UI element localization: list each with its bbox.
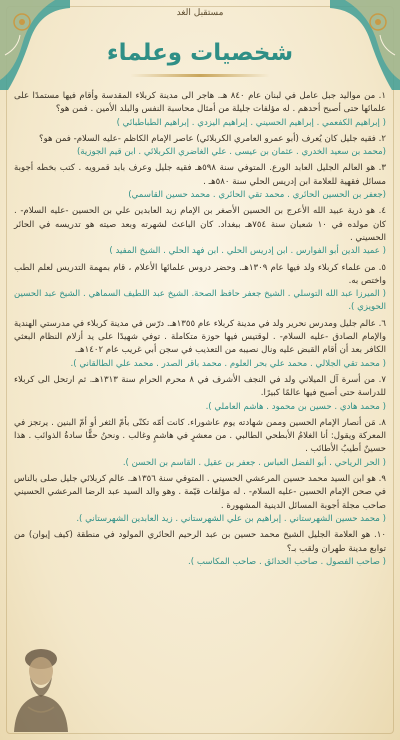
publisher-logo: مستقبل الغد (176, 8, 224, 18)
scholar-portrait-icon (6, 637, 76, 732)
question-text: ٨. مَن أنصار الإمام الحسين وممن شهادته يوم عاشوراء. كانت أمّه تكنّى بأمّ الثغر أو أمّ البنين . يرتجز في المعركة ويقول: أنا الغلامُ الأبطحي الطالبي . من معشرٍ في هاشمٍ وغالب . ونحنُ حقًّا سادةُ الذوائب . هذا حسينٌ أطيبُ الأطائب . (14, 417, 386, 455)
question-text: ٣. هو العالم الجليل العابد الورع. المتوفي سنة ٥٩٨هـ فقيه جليل وعرف بابد قمرويه . كتب بخطه أجوبة مسائل فقهية للعلامة ابن إدريس الحلي سنة ٥٨٠هـ . (14, 163, 386, 187)
question-item (14, 374, 386, 414)
page-title: شخصيات وعلماء (106, 40, 294, 66)
question-item (14, 529, 386, 569)
question-text: ٥. من علماء كربلاء ولد فيها عام ١٣٠٩هـ. وحضر دروس علمائها الأعلام ، قام بمهمة التدريس لعلم الطب واختص به. (14, 262, 386, 286)
answer-options: ( عميد الدين أبو الفوارس . ابن إدريس الحلي . ابن فهد الحلي . الشيخ المفيد ) (109, 246, 386, 257)
question-item (14, 205, 386, 258)
question-text: ٧. من أسرة آل الميلاني ولد في النجف الأشرف في ٨ محرم الحرام سنة ١٣١٣هـ. ثم ارتحل الى كربلاء للدراسة حتى أصبح فيها عالمًا كبيرًا. (14, 374, 386, 399)
question-text: ٦. عالم جليل ومدرس نحرير ولد في مدينة كربلاء عام ١٣٥٥هـ. درّس في مدينة كربلاء في مدرستي الهندية والإمام الصادق -عليه السلام- . لوقتيس فيها حوزة متكاملة . توفي شهيدًا على يد أزلام النظام البعثي الكافر بعد أن أقام القبض عليه ونال نصيبه من التعذيب في سجن أبي غريب عام ١٤٠٢هـ. (14, 318, 386, 356)
question-text: ٢. فقيه جليل كان يُعرف (أبو عمرو العامري الكربلائي) عاصر الإمام الكاظم -عليه السلام- فمن هو؟ (39, 133, 386, 144)
answer-options: ( محمد تقي الجلالي . محمد علي بحر العلوم . محمد باقر الصدر . محمد علي الطالقاني ). (70, 358, 386, 369)
question-text: ١. من مواليد جبل عامل في لبنان عام ٨٤٠ هـ. هاجر الى مدينة كربلاء المقدسة وأقام فيها مستمدًا على علمائها حتى أصبح أحدهم . له مؤلفات جليلة من أمثال محاسبة النفس والبلد الأمين . فمن هو؟ (14, 91, 386, 115)
question-item (14, 318, 386, 371)
question-text: ١٠. هو العلامة الجليل الشيخ محمد حسين بن عبد الرحيم الحائري المولود في منطقة (كيف إيوان) من توابع مدينة طهران ولقب بـ؟ (14, 530, 386, 554)
question-text: ٩. هو ابن السيد محمد حسين المرعشي الحسيني . المتوفي سنة ١٣٥٦هـ. عالم كربلائي جليل صلى بالناس في صحن الإمام الحسين -عليه السلام- . له مؤلفات قيّمة . وهو والد السيد عبد الرضا المرعشي الحسيني صاحب مجلة أجوبة المسائل الدينية المشهورة . (14, 474, 387, 511)
answer-options: (محمد بن سعيد الخدري . عثمان بن عيسى . علي الغاضري الكربلائي . ابن قيم الجوزية) (76, 147, 386, 158)
answer-options: ( إبراهيم الكفعمي . إبراهيم الحسيني . إبراهيم اليزدي . إبراهيم الطباطبائي ) (116, 117, 386, 128)
answer-options: (جعفر بن الحسين الحائري . محمد تقي الحائري . محمد حسين القاسمي) (128, 190, 386, 201)
question-item (14, 417, 386, 470)
answer-options: ( الميرزا عبد الله التوسلي . الشيخ جعفر حافظ الصحة. الشيخ عبد اللطيف السماهي . الشيخ عبد الحسين الحويزي ). (14, 289, 386, 313)
answer-options: ( محمد حسين الشهرستاني . إبراهيم بن علي الشهرستاني . زيد العابدين الشهرستاني ). (76, 513, 386, 524)
answer-options: ( صاحب الفصول . صاحب الحدائق . صاحب المكاسب ). (188, 556, 386, 567)
question-text: ٤. هو ذرية عبيد الله الأعرج بن الحسين الأصغر بن الإمام زيد العابدين علي بن الحسين -عليه السلام- . كان مولده في ١٠ شعبان سنة ٧٥٤هـ ببغداد. كان الباعث لشهرته وبعد صيته هو تدريسه في الحائر الحسيني . (14, 206, 386, 243)
question-item (14, 133, 386, 160)
question-item (14, 162, 386, 202)
answer-options: ( الحر الرياحي . أبو الفضل العباس . جعفر بن عقيل . القاسم بن الحسن ). (122, 457, 386, 468)
question-item (14, 90, 386, 130)
question-list (14, 90, 386, 730)
question-item (14, 262, 386, 315)
answer-options: ( محمد هادي . حسين بن محمود . هاشم العاملي ). (205, 401, 386, 412)
title-divider (130, 74, 270, 77)
question-item (14, 473, 386, 526)
